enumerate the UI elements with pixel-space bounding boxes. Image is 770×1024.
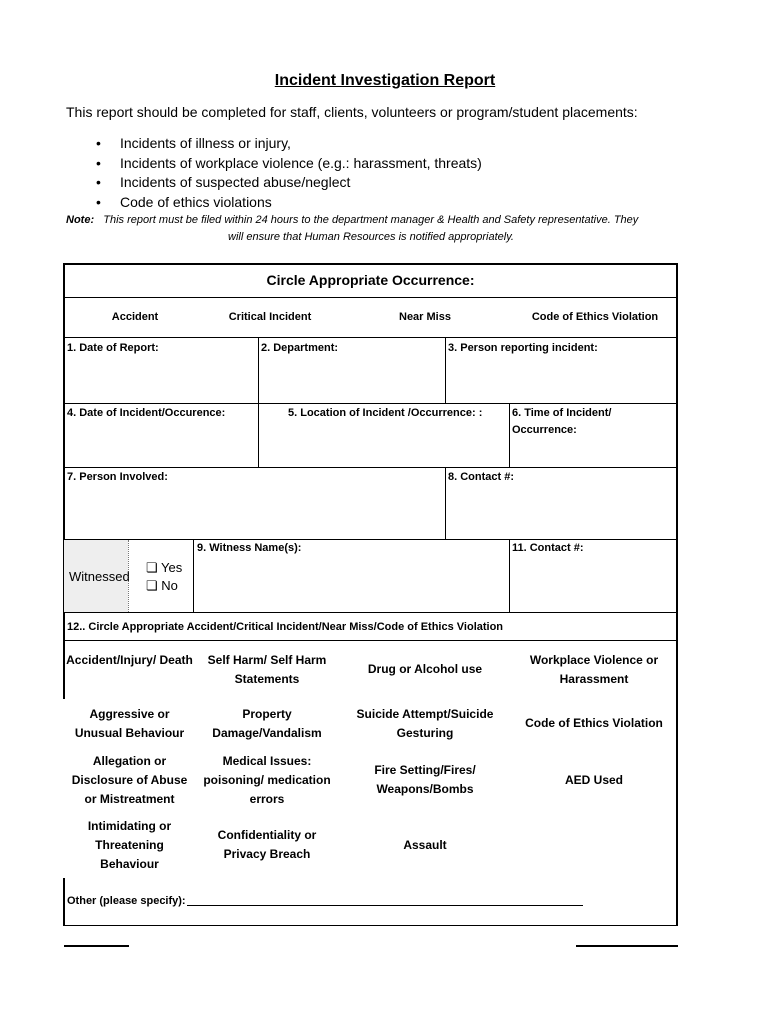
intro-text: This report should be completed for staff, clients, volunteers or program/student placements: bbox=[66, 104, 638, 120]
person-involved-field[interactable]: 7. Person Involved: bbox=[67, 471, 168, 483]
category-option[interactable]: Assault bbox=[403, 838, 447, 852]
no-option[interactable] bbox=[146, 577, 182, 595]
occurrence-option[interactable]: Code of Ethics Violation bbox=[531, 311, 659, 323]
incident-type-list bbox=[96, 134, 482, 212]
category-option[interactable]: Self Harm/ Self Harm Statements bbox=[207, 653, 327, 686]
signature-line-left bbox=[64, 945, 129, 947]
category-option[interactable]: Aggressive or Unusual Behaviour bbox=[74, 707, 185, 740]
time-label-line-1: 6. Time of Incident/ bbox=[512, 407, 612, 419]
occurrence-option[interactable]: Critical Incident bbox=[228, 311, 312, 323]
witnessed-label: Witnessed bbox=[69, 569, 130, 584]
category-option[interactable]: Workplace Violence or Harassment bbox=[529, 653, 659, 686]
witness-options bbox=[146, 559, 182, 595]
note-line-1: This report must be filed within 24 hours to the department manager & Health and Safety representative. They bbox=[103, 214, 639, 226]
list-item: • Incidents of workplace violence (e.g.: harassment, threats) bbox=[96, 154, 482, 174]
list-item: • Code of ethics violations bbox=[96, 193, 482, 213]
category-instruction: 12.. Circle Appropriate Accident/Critical Incident/Near Miss/Code of Ethics Violation bbox=[67, 621, 504, 633]
category-option[interactable]: Suicide Attempt/Suicide Gesturing bbox=[356, 707, 494, 740]
no-label: No bbox=[161, 578, 178, 593]
other-specify-line[interactable] bbox=[187, 905, 583, 906]
checkbox-icon[interactable]: ❏ bbox=[146, 560, 158, 575]
category-option[interactable]: Confidentiality or Privacy Breach bbox=[217, 828, 317, 861]
filing-note bbox=[66, 212, 676, 246]
category-option[interactable]: Allegation or Disclosure of Abuse or Mistreatment bbox=[71, 754, 188, 806]
yes-label: Yes bbox=[161, 560, 183, 575]
category-option[interactable]: AED Used bbox=[564, 773, 623, 787]
contact-field[interactable]: 8. Contact #: bbox=[448, 471, 515, 483]
occurrence-header: Circle Appropriate Occurrence: bbox=[266, 272, 475, 288]
location-field[interactable]: 5. Location of Incident /Occurrence: : bbox=[288, 407, 483, 419]
time-of-incident-field[interactable] bbox=[512, 405, 611, 439]
list-item: • Incidents of illness or injury, bbox=[96, 134, 482, 154]
date-of-incident-field[interactable]: 4. Date of Incident/Occurence: bbox=[67, 407, 226, 419]
category-option[interactable]: Medical Issues: poisoning/ medication errors bbox=[203, 754, 331, 806]
category-option[interactable]: Accident/Injury/ Death bbox=[66, 653, 193, 667]
yes-option[interactable] bbox=[146, 559, 182, 577]
department-field[interactable]: 2. Department: bbox=[261, 342, 339, 354]
category-option[interactable]: Property Damage/Vandalism bbox=[212, 707, 322, 740]
report-title: Incident Investigation Report bbox=[274, 72, 496, 89]
category-option[interactable]: Drug or Alcohol use bbox=[367, 662, 483, 676]
checkbox-icon[interactable]: ❏ bbox=[146, 578, 158, 593]
category-option[interactable]: Intimidating or Threatening Behaviour bbox=[87, 819, 172, 871]
date-of-report-field[interactable]: 1. Date of Report: bbox=[67, 342, 159, 354]
category-option[interactable]: Fire Setting/Fires/ Weapons/Bombs bbox=[374, 763, 476, 796]
witness-contact-field[interactable]: 11. Contact #: bbox=[512, 542, 584, 554]
person-reporting-field[interactable]: 3. Person reporting incident: bbox=[448, 342, 598, 354]
occurrence-option[interactable]: Accident bbox=[111, 311, 159, 323]
signature-line-right bbox=[576, 945, 678, 947]
occurrence-option[interactable]: Near Miss bbox=[399, 311, 451, 323]
time-label-line-2: Occurrence: bbox=[512, 424, 577, 436]
category-option[interactable]: Code of Ethics Violation bbox=[525, 716, 663, 730]
witness-names-field[interactable]: 9. Witness Name(s): bbox=[197, 542, 302, 554]
other-specify-label: Other (please specify): bbox=[67, 895, 186, 907]
note-line-2: will ensure that Human Resources is notified appropriately. bbox=[228, 231, 514, 243]
list-item: • Incidents of suspected abuse/neglect bbox=[96, 173, 482, 193]
note-label: Note: bbox=[66, 214, 95, 226]
